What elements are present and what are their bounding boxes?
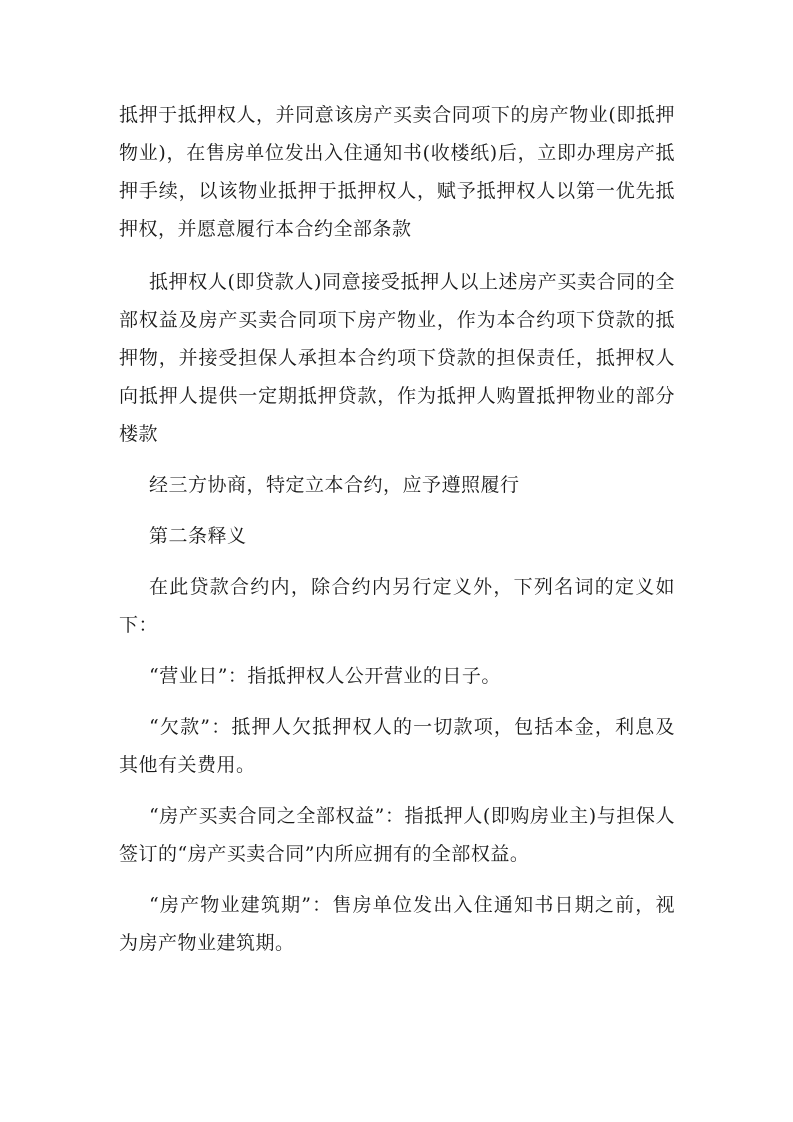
- paragraph-mortgagee-consent: 抵押权人(即贷款人)同意接受抵押人以上述房产买卖合同的全部权益及房产买卖合同项下房产物业，作为本合约项下贷款的抵押物，并接受担保人承担本合约项下贷款的担保责任，抵押权人向抵押人提供一定期抵押贷款，作为抵押人购置抵押物业的部分楼款: [119, 271, 675, 445]
- definition-construction-period: “房产物业建筑期”：售房单位发出入住通知书日期之前，视为房产物业建筑期。: [119, 894, 675, 954]
- paragraph-agreement: 经三方协商，特定立本合约，应予遵照履行: [149, 474, 520, 496]
- definition-full-rights: “房产买卖合同之全部权益”：指抵押人(即购房业主)与担保人签订的“房产买卖合同”内所应拥有的全部权益。: [119, 805, 675, 865]
- definition-business-day: “营业日”：指抵押权人公开营业的日子。: [149, 665, 501, 687]
- section-heading-article-2: 第二条释义: [149, 525, 247, 547]
- document-body: [119, 96, 675, 975]
- paragraph-definitions-intro: 在此贷款合约内，除合约内另行定义外，下列名词的定义如下：: [119, 576, 675, 636]
- definition-amount-owed: “欠款”：抵押人欠抵押权人的一切款项，包括本金，利息及其他有关费用。: [119, 716, 675, 776]
- paragraph-continuation: 抵押于抵押权人，并同意该房产买卖合同项下的房产物业(即抵押物业)，在售房单位发出入住通知书(收楼纸)后，立即办理房产抵押手续，以该物业抵押于抵押权人，赋予抵押权人以第一优先抵押权，并愿意履行本合约全部条款: [119, 104, 675, 240]
